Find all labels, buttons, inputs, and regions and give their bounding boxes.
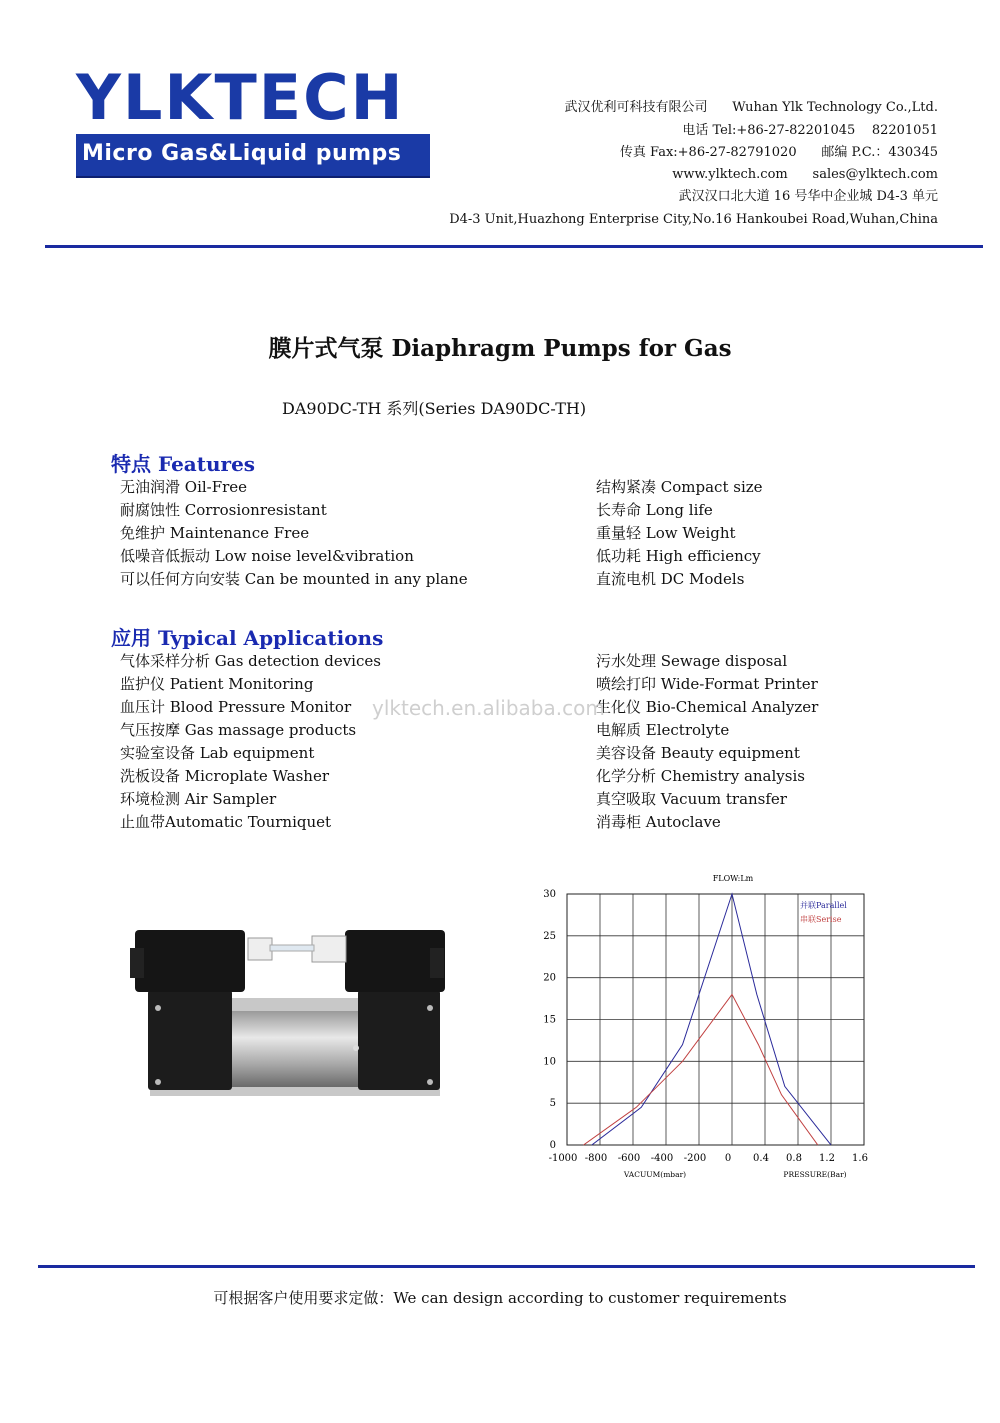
- series-line-1: [584, 994, 818, 1145]
- company-address-en: D4-3 Unit,Huazhong Enterprise City,No.16 Hankoubei Road,Wuhan,China: [449, 212, 938, 227]
- company-address-cn: 武汉汉口北大道 16 号华中企业城 D4-3 单元: [678, 189, 938, 204]
- company-web-email: www.ylktech.com sales@ylktech.com: [672, 167, 938, 182]
- list-item: 实验室设备 Lab equipment: [120, 744, 315, 762]
- company-logo-text: YLKTECH: [76, 61, 405, 134]
- x-axis-label-pressure: PRESSURE(Bar): [783, 1170, 847, 1179]
- y-tick-label: 30: [543, 889, 556, 900]
- pump-product-image: [130, 918, 445, 1100]
- x-tick-label: -200: [683, 1153, 707, 1164]
- x-tick-label: 1.2: [819, 1153, 835, 1164]
- list-item: 直流电机 DC Models: [596, 570, 745, 588]
- list-item: 洗板设备 Microplate Washer: [120, 767, 330, 785]
- list-item: 化学分析 Chemistry analysis: [596, 767, 805, 785]
- list-item: 血压计 Blood Pressure Monitor: [120, 698, 352, 716]
- list-item: 无油润滑 Oil-Free: [120, 478, 248, 496]
- chart-grid: [567, 894, 864, 1145]
- company-phone: 电话 Tel:+86-27-82201045 82201051: [682, 123, 938, 138]
- chart-y-ticks: [543, 889, 556, 1151]
- list-item: 气压按摩 Gas massage products: [120, 721, 357, 739]
- chart-title: FLOW:Lm: [712, 874, 754, 883]
- list-item: 喷绘打印 Wide-Format Printer: [596, 675, 818, 693]
- list-item: 污水处理 Sewage disposal: [596, 652, 788, 670]
- x-tick-label: 0.4: [753, 1153, 769, 1164]
- list-item: 耐腐蚀性 Corrosionresistant: [120, 501, 327, 519]
- list-item: 低功耗 High efficiency: [596, 547, 761, 565]
- list-item: 监护仪 Patient Monitoring: [120, 675, 314, 693]
- list-item: 重量轻 Low Weight: [596, 524, 736, 542]
- features-right-list: [596, 476, 763, 591]
- page-title: 膜片式气泵 Diaphragm Pumps for Gas: [268, 335, 732, 362]
- x-tick-label: -1000: [548, 1153, 578, 1164]
- x-tick-label: 1.6: [852, 1153, 868, 1164]
- list-item: 结构紧凑 Compact size: [596, 478, 763, 496]
- list-item: 气体采样分析 Gas detection devices: [120, 652, 381, 670]
- list-item: 美容设备 Beauty equipment: [596, 744, 800, 762]
- company-name: 武汉优利可科技有限公司 Wuhan Ylk Technology Co.,Ltd.: [564, 100, 938, 115]
- logo-tagline: Micro Gas&Liquid pumps: [82, 141, 402, 166]
- x-tick-label: 0: [724, 1153, 732, 1164]
- y-tick-label: 15: [543, 1014, 556, 1026]
- list-item: 生化仪 Bio-Chemical Analyzer: [596, 698, 819, 716]
- header-divider: [45, 245, 983, 248]
- features-left-list: [120, 476, 468, 591]
- watermark: ylktech.en.alibaba.com: [372, 696, 605, 720]
- legend-parallel: 并联Parallel: [800, 901, 847, 910]
- list-item: 止血带Automatic Tourniquet: [120, 813, 332, 831]
- x-tick-label: -600: [617, 1153, 641, 1164]
- y-tick-label: 0: [549, 1140, 556, 1151]
- list-item: 低噪音低振动 Low noise level&vibration: [120, 547, 414, 565]
- applications-right-list: [596, 650, 818, 834]
- series-subtitle: DA90DC-TH 系列(Series DA90DC-TH): [282, 399, 587, 418]
- list-item: 消毒柜 Autoclave: [596, 813, 721, 831]
- list-item: 电解质 Electrolyte: [596, 721, 730, 739]
- chart-x-ticks: [549, 1153, 868, 1164]
- applications-heading: 应用 Typical Applications: [111, 626, 384, 650]
- y-tick-label: 25: [543, 930, 556, 942]
- y-tick-label: 5: [549, 1098, 556, 1110]
- y-tick-label: 20: [543, 972, 556, 984]
- legend-series: 串联Serise: [800, 915, 842, 924]
- footer-divider: [38, 1265, 975, 1268]
- list-item: 可以任何方向安装 Can be mounted in any plane: [120, 570, 468, 588]
- x-tick-label: -400: [650, 1153, 674, 1164]
- flow-pressure-chart: [530, 870, 890, 1185]
- list-item: 环境检测 Air Sampler: [120, 790, 277, 808]
- x-axis-label-vacuum: VACUUM(mbar): [623, 1170, 687, 1179]
- applications-left-list: [120, 650, 381, 834]
- x-tick-label: 0.8: [786, 1153, 802, 1164]
- list-item: 免维护 Maintenance Free: [120, 524, 310, 542]
- list-item: 长寿命 Long life: [596, 501, 713, 519]
- features-heading: 特点 Features: [111, 452, 256, 476]
- y-tick-label: 10: [543, 1056, 556, 1068]
- footer-note: 可根据客户使用要求定做：We can design according to customer requirements: [213, 1289, 787, 1307]
- list-item: 真空吸取 Vacuum transfer: [596, 790, 787, 808]
- company-fax: 传真 Fax:+86-27-82791020 邮编 P.C.：430345: [619, 145, 938, 160]
- x-tick-label: -800: [584, 1153, 608, 1164]
